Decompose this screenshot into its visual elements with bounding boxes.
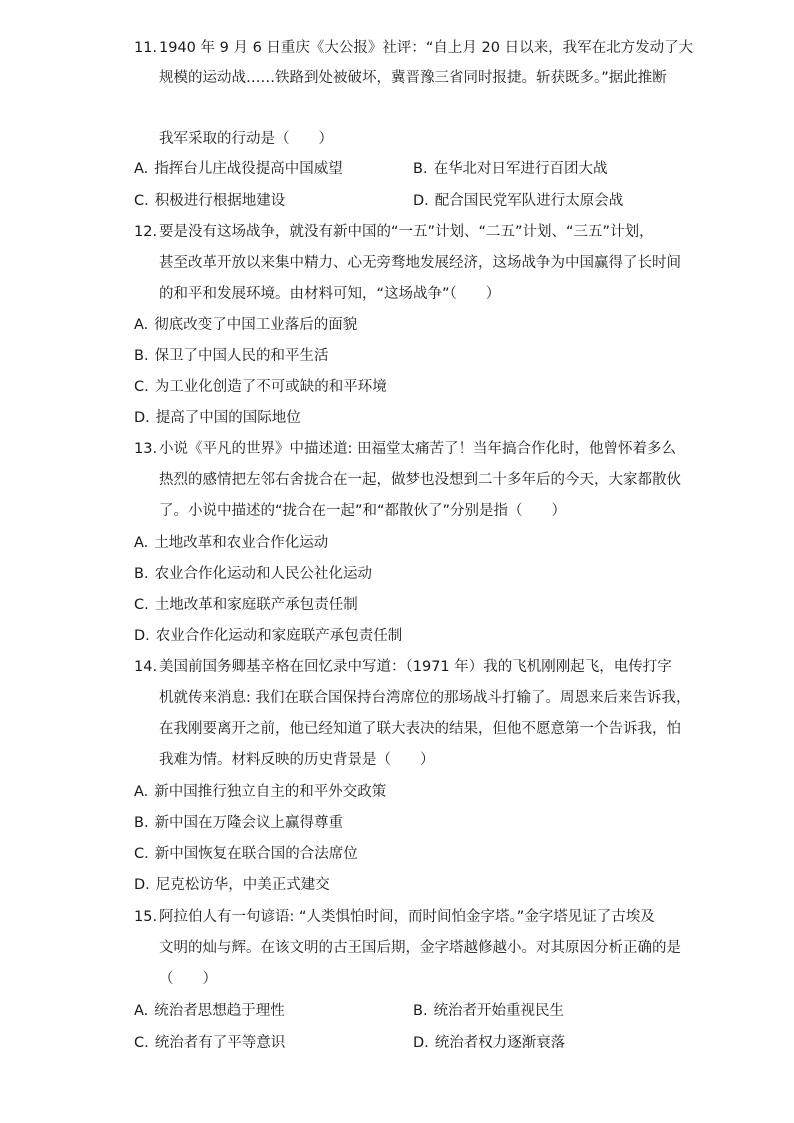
question-14-option-c[interactable]: C. 新中国恢复在联合国的合法席位: [134, 846, 358, 862]
question-14-option-a[interactable]: A. 新中国推行独立自主的和平外交政策: [134, 784, 387, 800]
question-15-option-c[interactable]: C. 统治者有了平等意识: [134, 1035, 286, 1051]
question-13-text-1: 小说《平凡的世界》中描述道: 田福堂太痛苦了！当年搞合作化时，他曾怀着多么: [159, 441, 676, 457]
question-14-line-4: 我难为情。材料反映的历史背景是（ ）: [159, 752, 435, 768]
question-13-number: 13.: [134, 441, 158, 457]
question-11-line-3: 我军采取的行动是（ ）: [159, 131, 333, 147]
question-11-option-c[interactable]: C. 积极进行根据地建设: [134, 193, 286, 209]
question-13-option-a[interactable]: A. 土地改革和农业合作化运动: [134, 535, 329, 551]
question-11-option-a[interactable]: A. 指挥台儿庄战役提高中国威望: [134, 161, 343, 177]
question-15-line-2: 文明的灿与辉。在该文明的古王国后期，金字塔越修越小。对其原因分析正确的是: [159, 940, 681, 956]
question-12-option-a[interactable]: A. 彻底改变了中国工业落后的面貌: [134, 317, 358, 333]
question-12-line-1: [134, 217, 654, 248]
question-13-line-2: 热烈的感情把左邻右舍拢合在一起，做梦也没想到二十多年后的今天，大家都散伙: [159, 472, 681, 488]
question-14-line-1: [134, 652, 672, 683]
question-13-line-1: [134, 434, 676, 465]
question-14-option-d[interactable]: D. 尼克松访华，中美正式建交: [134, 877, 330, 893]
question-12-line-3: 的和平和发展环境。由材料可知，“这场战争”（ ）: [159, 286, 501, 302]
question-11-text-1: 1940 年 9 月 6 日重庆《大公报》社评：“自上月 20 日以来，我军在北方发动了大: [159, 40, 694, 56]
question-12-text-1: 要是没有这场战争，就没有新中国的“一五”计划、“二五”计划、“三五”计划，: [159, 224, 654, 240]
question-13-option-c[interactable]: C. 土地改革和家庭联产承包责任制: [134, 597, 358, 613]
question-12-number: 12.: [134, 224, 158, 240]
question-13-option-d[interactable]: D. 农业合作化运动和家庭联产承包责任制: [134, 628, 403, 644]
question-15-option-a[interactable]: A. 统治者思想趋于理性: [134, 1003, 285, 1019]
question-15-option-d[interactable]: D. 统治者权力逐渐衰落: [413, 1035, 566, 1051]
question-11-number: 11.: [134, 40, 158, 56]
question-11-line-2: 规模的运动战……铁路到处被破坏，冀晋豫三省同时报捷。斩获既多。”据此推断: [159, 70, 667, 86]
question-15-text-1: 阿拉伯人有一句谚语: “人类惧怕时间，而时间怕金字塔。”金字塔见证了古埃及: [159, 909, 655, 925]
question-15-option-b[interactable]: B. 统治者开始重视民生: [413, 1003, 565, 1019]
question-13-line-3: 了。小说中描述的“拢合在一起”和“都散伙了”分别是指（ ）: [159, 503, 567, 519]
question-11-line-1: [134, 33, 693, 64]
question-14-option-b[interactable]: B. 新中国在万隆会议上赢得尊重: [134, 815, 344, 831]
question-12-option-d[interactable]: D. 提高了中国的国际地位: [134, 410, 301, 426]
question-12-option-c[interactable]: C. 为工业化创造了不可或缺的和平环境: [134, 379, 387, 395]
question-12-line-2: 甚至改革开放以来集中精力、心无旁骛地发展经济，这场战争为中国赢得了长时间: [159, 255, 681, 271]
question-14-number: 14.: [134, 659, 158, 675]
question-11-option-b[interactable]: B. 在华北对日军进行百团大战: [413, 161, 608, 177]
question-14-line-3: 在我刚要离开之前，他已经知道了联大表决的结果，但他不愿意第一个告诉我，怕: [159, 721, 681, 737]
question-15-number: 15.: [134, 909, 158, 925]
question-15-line-3: （ ）: [159, 971, 217, 987]
question-12-option-b[interactable]: B. 保卫了中国人民的和平生活: [134, 348, 329, 364]
question-13-option-b[interactable]: B. 农业合作化运动和人民公社化运动: [134, 566, 373, 582]
question-11-option-d[interactable]: D. 配合国民党军队进行太原会战: [413, 193, 624, 209]
question-15-line-1: [134, 902, 655, 933]
question-14-text-1: 美国前国务卿基辛格在回忆录中写道：（1971 年）我的飞机刚刚起飞，电传打字: [159, 659, 672, 675]
question-14-line-2: 机就传来消息: 我们在联合国保持台湾席位的那场战斗打输了。周恩来后来告诉我，: [159, 690, 691, 706]
